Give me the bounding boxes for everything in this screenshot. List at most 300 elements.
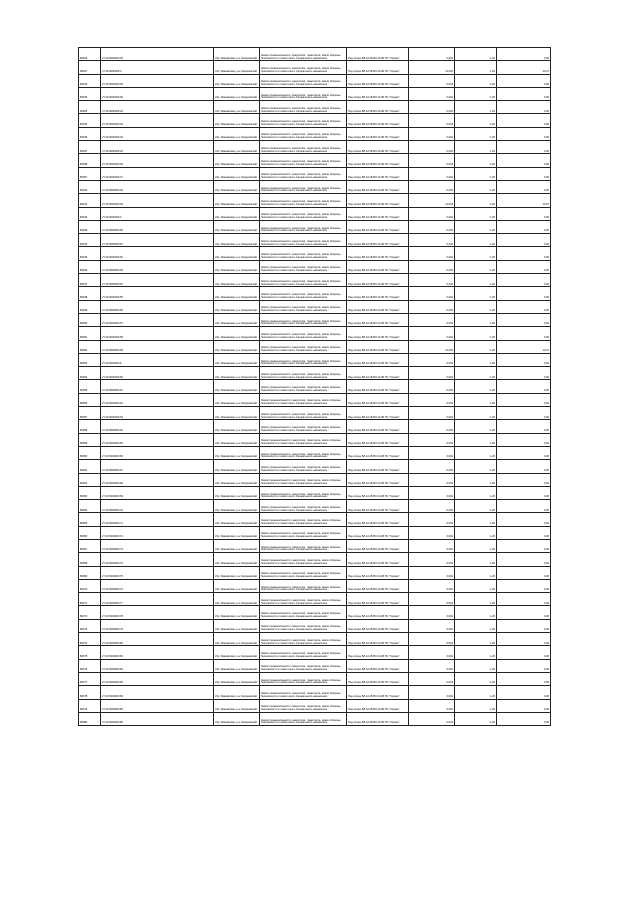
value-cell: 0,06	[497, 220, 551, 233]
table-row	[79, 101, 551, 114]
cadastral-number-cell: 27:10:0000000:42	[101, 101, 214, 114]
area-cell: 0,004	[409, 300, 455, 313]
location-cell: хбр. Ивановская, р-н Смирновский	[214, 300, 260, 313]
row-id-cell: 80072	[79, 606, 101, 619]
location-cell: хбр. Ивановская, р-н Смирновский	[214, 619, 260, 632]
location-cell: хбр. Ивановская, р-н Смирновский	[214, 393, 260, 406]
location-cell: хбр. Ивановская, р-н Смирновский	[214, 194, 260, 207]
land-category-cell: Земли промышленности, энергетики, транспорта, земли обороны, безопасности и земли иного специального назначения	[260, 61, 347, 74]
table-row	[79, 127, 551, 140]
permitted-use-cell: Под опоры ВЛ-10 кВ ВЛ-10 кВ ПС "Горная"	[347, 606, 409, 619]
row-id-cell: 80054	[79, 367, 101, 380]
cadastral-number-cell: 27:10:0000000:77	[101, 593, 214, 606]
value-cell: 0,06	[497, 287, 551, 300]
land-category-cell: Земли промышленности, энергетики, транспорта, земли обороны, безопасности и земли иного специального назначения	[260, 220, 347, 233]
table-row	[79, 220, 551, 233]
value-cell: 0,06	[497, 513, 551, 526]
row-id-cell: 80026	[79, 48, 101, 61]
table-row	[79, 539, 551, 552]
land-category-cell: Земли промышленности, энергетики, транспорта, земли обороны, безопасности и земли иного специального назначения	[260, 48, 347, 61]
row-id-cell: 80065	[79, 513, 101, 526]
cadastral-number-cell: 27:10:0000000:54	[101, 274, 214, 287]
cadastral-number-cell: 27:10:0000000:4	[101, 61, 214, 74]
table-row	[79, 420, 551, 433]
cadastral-number-cell: 27:10:0000000:69	[101, 486, 214, 499]
land-category-cell: Земли промышленности, энергетики, транспорта, земли обороны, безопасности и земли иного специального назначения	[260, 633, 347, 646]
land-category-cell: Земли промышленности, энергетики, транспорта, земли обороны, безопасности и земли иного специального назначения	[260, 300, 347, 313]
land-category-cell: Земли промышленности, энергетики, транспорта, земли обороны, безопасности и земли иного специального назначения	[260, 101, 347, 114]
rate-cell: 1,20	[455, 686, 497, 699]
area-cell: 0,004	[409, 154, 455, 167]
area-cell: 0,004	[409, 367, 455, 380]
permitted-use-cell: Под опоры ВЛ-10 кВ ВЛ-10 кВ ПС "Горная"	[347, 513, 409, 526]
rate-cell: 1,20	[455, 234, 497, 247]
value-cell: 0,06	[497, 473, 551, 486]
location-cell: хбр. Ивановская, р-н Смирновский	[214, 446, 260, 459]
cadastral-number-cell: 27:10:0000000:40	[101, 141, 214, 154]
cadastral-number-cell: 27:10:0000000:60	[101, 367, 214, 380]
rate-cell: 1,20	[455, 539, 497, 552]
location-cell: хбр. Ивановская, р-н Смирновский	[214, 87, 260, 100]
value-cell: 0,06	[497, 313, 551, 326]
table-row	[79, 167, 551, 180]
table-row	[79, 606, 551, 619]
area-cell: 11,004	[409, 61, 455, 74]
rate-cell: 1,20	[455, 194, 497, 207]
rate-cell: 1,20	[455, 486, 497, 499]
row-id-cell: 80048	[79, 287, 101, 300]
area-cell: 0,004	[409, 327, 455, 340]
table-row	[79, 579, 551, 592]
row-id-cell: 80007	[79, 167, 101, 180]
row-id-cell: 80068	[79, 553, 101, 566]
location-cell: хбр. Ивановская, р-н Смирновский	[214, 686, 260, 699]
area-cell: 0,004	[409, 48, 455, 61]
cadastral-number-cell: 27:10:0000000:67	[101, 460, 214, 473]
rate-cell: 1,20	[455, 247, 497, 260]
value-cell: 0,06	[497, 433, 551, 446]
value-cell: 0,06	[497, 367, 551, 380]
area-cell: 0,004	[409, 539, 455, 552]
permitted-use-cell: Под опоры ВЛ-10 кВ ВЛ-10 кВ ПС "Горная"	[347, 672, 409, 685]
rate-cell: 1,20	[455, 473, 497, 486]
permitted-use-cell: Под опоры ВЛ-10 кВ ВЛ-10 кВ ПС "Горная"	[347, 500, 409, 513]
row-id-cell: 80039	[79, 127, 101, 140]
permitted-use-cell: Под опоры ВЛ-10 кВ ВЛ-10 кВ ПС "Горная"	[347, 433, 409, 446]
table-row	[79, 686, 551, 699]
rate-cell: 1,20	[455, 260, 497, 273]
value-cell: 0,06	[497, 141, 551, 154]
rate-cell: 1,20	[455, 287, 497, 300]
permitted-use-cell: Под опоры ВЛ-10 кВ ВЛ-10 кВ ПС "Горная"	[347, 194, 409, 207]
permitted-use-cell: Под опоры ВЛ-10 кВ ВЛ-10 кВ ПС "Горная"	[347, 154, 409, 167]
table-row	[79, 340, 551, 353]
value-cell: 0,06	[497, 74, 551, 87]
land-category-cell: Земли промышленности, энергетики, транспорта, земли обороны, безопасности и земли иного специального назначения	[260, 539, 347, 552]
area-cell: 0,004	[409, 553, 455, 566]
rate-cell: 1,20	[455, 712, 497, 725]
value-cell: 0,06	[497, 460, 551, 473]
table-row	[79, 260, 551, 273]
rate-cell: 1,20	[455, 526, 497, 539]
table-row	[79, 300, 551, 313]
area-cell: 0,004	[409, 526, 455, 539]
value-cell: 0,06	[497, 672, 551, 685]
value-cell: 0,06	[497, 300, 551, 313]
land-category-cell: Земли промышленности, энергетики, транспорта, земли обороны, безопасности и земли иного специального назначения	[260, 313, 347, 326]
value-cell: 0,06	[497, 686, 551, 699]
cadastral-number-cell: 27:10:0000000:50	[101, 220, 214, 233]
value-cell: 0,06	[497, 180, 551, 193]
cadastral-number-cell: 27:10:0000000:78	[101, 606, 214, 619]
land-category-cell: Земли промышленности, энергетики, транспорта, земли обороны, безопасности и земли иного специального назначения	[260, 127, 347, 140]
row-id-cell: 80044	[79, 234, 101, 247]
rate-cell: 1,20	[455, 101, 497, 114]
row-id-cell: 80064	[79, 500, 101, 513]
row-id-cell: 80080	[79, 712, 101, 725]
value-cell: 0,06	[497, 234, 551, 247]
value-cell: 0,06	[497, 260, 551, 273]
cadastral-number-cell: 27:10:0000000:56	[101, 300, 214, 313]
location-cell: хбр. Ивановская, р-н Смирновский	[214, 287, 260, 300]
location-cell: хбр. Ивановская, р-н Смирновский	[214, 553, 260, 566]
table-row	[79, 712, 551, 725]
cadastral-number-cell: 27:10:0000000:85	[101, 699, 214, 712]
table-row	[79, 593, 551, 606]
value-cell: 0,06	[497, 633, 551, 646]
land-plots-table	[78, 47, 551, 726]
rate-cell: 1,20	[455, 500, 497, 513]
rate-cell: 1,20	[455, 566, 497, 579]
rate-cell: 1,20	[455, 446, 497, 459]
location-cell: хбр. Ивановская, р-н Смирновский	[214, 154, 260, 167]
permitted-use-cell: Под опоры ВЛ-10 кВ ВЛ-10 кВ ПС "Горная"	[347, 353, 409, 366]
location-cell: хбр. Ивановская, р-н Смирновский	[214, 699, 260, 712]
permitted-use-cell: Под опоры ВЛ-10 кВ ВЛ-10 кВ ПС "Горная"	[347, 247, 409, 260]
land-category-cell: Земли промышленности, энергетики, транспорта, земли обороны, безопасности и земли иного специального назначения	[260, 473, 347, 486]
row-id-cell: 80037	[79, 141, 101, 154]
permitted-use-cell: Под опоры ВЛ-10 кВ ВЛ-10 кВ ПС "Горная"	[347, 340, 409, 353]
permitted-use-cell: Под опоры ВЛ-10 кВ ВЛ-10 кВ ПС "Горная"	[347, 473, 409, 486]
land-category-cell: Земли промышленности, энергетики, транспорта, земли обороны, безопасности и земли иного специального назначения	[260, 606, 347, 619]
cadastral-number-cell: 27:10:0000000:72	[101, 526, 214, 539]
location-cell: хбр. Ивановская, р-н Смирновский	[214, 539, 260, 552]
location-cell: хбр. Ивановская, р-н Смирновский	[214, 486, 260, 499]
cadastral-number-cell: 27:10:0000000:6	[101, 353, 214, 366]
location-cell: хбр. Ивановская, р-н Смирновский	[214, 74, 260, 87]
rate-cell: 1,20	[455, 207, 497, 220]
value-cell: 0,06	[497, 526, 551, 539]
cadastral-number-cell: 27:10:0000000:58	[101, 327, 214, 340]
permitted-use-cell: Под опоры ВЛ-10 кВ ВЛ-10 кВ ПС "Горная"	[347, 712, 409, 725]
row-id-cell: 80067	[79, 539, 101, 552]
cadastral-number-cell: 27:10:0000000:73	[101, 539, 214, 552]
area-cell: 0,004	[409, 74, 455, 87]
cadastral-number-cell: 27:10:0000000:53	[101, 260, 214, 273]
rate-cell: 1,20	[455, 619, 497, 632]
cadastral-number-cell: 27:10:0000000:42	[101, 114, 214, 127]
value-cell: 0,06	[497, 566, 551, 579]
table-row	[79, 274, 551, 287]
land-category-cell: Земли промышленности, энергетики, транспорта, земли обороны, безопасности и земли иного специального назначения	[260, 672, 347, 685]
row-id-cell: 80036	[79, 114, 101, 127]
permitted-use-cell: Под опоры ВЛ-10 кВ ВЛ-10 кВ ПС "Горная"	[347, 114, 409, 127]
value-cell: 0,06	[497, 114, 551, 127]
area-cell: 0,004	[409, 287, 455, 300]
area-cell: 0,004	[409, 87, 455, 100]
value-cell: 0,06	[497, 619, 551, 632]
area-cell: 0,004	[409, 513, 455, 526]
value-cell: 0,06	[497, 207, 551, 220]
cadastral-number-cell: 27:10:0000000:40	[101, 154, 214, 167]
value-cell: 0,06	[497, 579, 551, 592]
rate-cell: 1,20	[455, 367, 497, 380]
row-id-cell: 80057	[79, 407, 101, 420]
rate-cell: 1,20	[455, 340, 497, 353]
row-id-cell: 80052	[79, 340, 101, 353]
permitted-use-cell: Под опоры ВЛ-10 кВ ВЛ-10 кВ ПС "Горная"	[347, 553, 409, 566]
rate-cell: 1,20	[455, 87, 497, 100]
value-cell: 0,06	[497, 486, 551, 499]
land-category-cell: Земли промышленности, энергетики, транспорта, земли обороны, безопасности и земли иного специального назначения	[260, 114, 347, 127]
cadastral-number-cell: 27:10:0000000:46	[101, 127, 214, 140]
row-id-cell: 80053	[79, 353, 101, 366]
cadastral-number-cell: 27:10:0000000:70	[101, 500, 214, 513]
cadastral-number-cell: 27:10:0000000:00	[101, 48, 214, 61]
row-id-cell: 80073	[79, 619, 101, 632]
permitted-use-cell: Под опоры ВЛ-10 кВ ВЛ-10 кВ ПС "Горная"	[347, 313, 409, 326]
cadastral-number-cell: 27:10:0000000:79	[101, 619, 214, 632]
permitted-use-cell: Под опоры ВЛ-10 кВ ВЛ-10 кВ ПС "Горная"	[347, 699, 409, 712]
permitted-use-cell: Под опоры ВЛ-10 кВ ВЛ-10 кВ ПС "Горная"	[347, 327, 409, 340]
permitted-use-cell: Под опоры ВЛ-10 кВ ВЛ-10 кВ ПС "Горная"	[347, 460, 409, 473]
rate-cell: 1,20	[455, 393, 497, 406]
rate-cell: 1,20	[455, 167, 497, 180]
land-category-cell: Земли промышленности, энергетики, транспорта, земли обороны, безопасности и земли иного специального назначения	[260, 380, 347, 393]
area-cell: 0,004	[409, 712, 455, 725]
location-cell: хбр. Ивановская, р-н Смирновский	[214, 114, 260, 127]
location-cell: хбр. Ивановская, р-н Смирновский	[214, 672, 260, 685]
area-cell: 0,004	[409, 407, 455, 420]
value-cell: 0,06	[497, 553, 551, 566]
cadastral-number-cell: 27:10:0000000:61	[101, 380, 214, 393]
cadastral-number-cell: 27:10:0000000:63	[101, 407, 214, 420]
rate-cell: 1,20	[455, 274, 497, 287]
location-cell: хбр. Ивановская, р-н Смирновский	[214, 579, 260, 592]
cadastral-number-cell: 27:10:0000000:55	[101, 287, 214, 300]
area-cell: 0,004	[409, 446, 455, 459]
land-category-cell: Земли промышленности, энергетики, транспорта, земли обороны, безопасности и земли иного специального назначения	[260, 340, 347, 353]
row-id-cell: 80076	[79, 659, 101, 672]
cadastral-number-cell: 27:10:0000000:82	[101, 659, 214, 672]
permitted-use-cell: Под опоры ВЛ-10 кВ ВЛ-10 кВ ПС "Горная"	[347, 48, 409, 61]
value-cell: 0,06	[497, 606, 551, 619]
row-id-cell: 80035	[79, 87, 101, 100]
rate-cell: 1,20	[455, 74, 497, 87]
value-cell: 13,07	[497, 194, 551, 207]
location-cell: хбр. Ивановская, р-н Смирновский	[214, 513, 260, 526]
rate-cell: 1,20	[455, 659, 497, 672]
table-row	[79, 699, 551, 712]
value-cell: 0,06	[497, 48, 551, 61]
area-cell: 0,004	[409, 167, 455, 180]
location-cell: хбр. Ивановская, р-н Смирновский	[214, 526, 260, 539]
cadastral-number-cell: 27:10:0000000:49	[101, 194, 214, 207]
rate-cell: 1,20	[455, 606, 497, 619]
location-cell: хбр. Ивановская, р-н Смирновский	[214, 473, 260, 486]
area-cell: 0,004	[409, 180, 455, 193]
permitted-use-cell: Под опоры ВЛ-10 кВ ВЛ-10 кВ ПС "Горная"	[347, 101, 409, 114]
permitted-use-cell: Под опоры ВЛ-10 кВ ВЛ-10 кВ ПС "Горная"	[347, 61, 409, 74]
land-category-cell: Земли промышленности, энергетики, транспорта, земли обороны, безопасности и земли иного специального назначения	[260, 433, 347, 446]
land-category-cell: Земли промышленности, энергетики, транспорта, земли обороны, безопасности и земли иного специального назначения	[260, 167, 347, 180]
rate-cell: 1,20	[455, 579, 497, 592]
permitted-use-cell: Под опоры ВЛ-10 кВ ВЛ-10 кВ ПС "Горная"	[347, 659, 409, 672]
row-id-cell: 80004	[79, 101, 101, 114]
cadastral-number-cell: 27:10:0000000:75	[101, 566, 214, 579]
table-row	[79, 486, 551, 499]
value-cell: 0,06	[497, 699, 551, 712]
table-row	[79, 48, 551, 61]
row-id-cell: 80070	[79, 579, 101, 592]
permitted-use-cell: Под опоры ВЛ-10 кВ ВЛ-10 кВ ПС "Горная"	[347, 619, 409, 632]
land-category-cell: Земли промышленности, энергетики, транспорта, земли обороны, безопасности и земли иного специального назначения	[260, 420, 347, 433]
cadastral-number-cell: 27:10:0000000:80	[101, 633, 214, 646]
rate-cell: 1,20	[455, 513, 497, 526]
value-cell: 0,06	[497, 127, 551, 140]
area-cell: 0,004	[409, 579, 455, 592]
land-category-cell: Земли промышленности, энергетики, транспорта, земли обороны, безопасности и земли иного специального назначения	[260, 194, 347, 207]
rate-cell: 1,20	[455, 61, 497, 74]
location-cell: хбр. Ивановская, р-н Смирновский	[214, 566, 260, 579]
row-id-cell: 80079	[79, 699, 101, 712]
land-category-cell: Земли промышленности, энергетики, транспорта, земли обороны, безопасности и земли иного специального назначения	[260, 207, 347, 220]
value-cell: 0,06	[497, 101, 551, 114]
rate-cell: 1,20	[455, 407, 497, 420]
row-id-cell: 80045	[79, 220, 101, 233]
cadastral-number-cell: 27:10:0000000:81	[101, 646, 214, 659]
area-cell: 0,004	[409, 433, 455, 446]
area-cell: 0,004	[409, 247, 455, 260]
row-id-cell: 80056	[79, 393, 101, 406]
table-row	[79, 87, 551, 100]
area-cell: 0,004	[409, 380, 455, 393]
land-category-cell: Земли промышленности, энергетики, транспорта, земли обороны, безопасности и земли иного специального назначения	[260, 154, 347, 167]
row-id-cell: 80045	[79, 247, 101, 260]
cadastral-number-cell: 27:10:0000000:64	[101, 420, 214, 433]
table-row	[79, 646, 551, 659]
permitted-use-cell: Под опоры ВЛ-10 кВ ВЛ-10 кВ ПС "Горная"	[347, 633, 409, 646]
value-cell: 0,06	[497, 393, 551, 406]
rate-cell: 1,20	[455, 141, 497, 154]
cadastral-number-cell: 27:10:0000000:74	[101, 553, 214, 566]
location-cell: хбр. Ивановская, р-н Смирновский	[214, 207, 260, 220]
value-cell: 0,06	[497, 539, 551, 552]
location-cell: хбр. Ивановская, р-н Смирновский	[214, 460, 260, 473]
area-cell: 0,004	[409, 686, 455, 699]
rate-cell: 1,20	[455, 380, 497, 393]
row-id-cell: 80046	[79, 260, 101, 273]
table-row	[79, 659, 551, 672]
rate-cell: 1,20	[455, 460, 497, 473]
area-cell: 0,004	[409, 127, 455, 140]
area-cell: 0,004	[409, 420, 455, 433]
row-id-cell: 80063	[79, 486, 101, 499]
table-row	[79, 526, 551, 539]
permitted-use-cell: Под опоры ВЛ-10 кВ ВЛ-10 кВ ПС "Горная"	[347, 167, 409, 180]
rate-cell: 1,20	[455, 420, 497, 433]
permitted-use-cell: Под опоры ВЛ-10 кВ ВЛ-10 кВ ПС "Горная"	[347, 74, 409, 87]
table-row	[79, 61, 551, 74]
area-cell: 0,004	[409, 566, 455, 579]
row-id-cell: 80061	[79, 460, 101, 473]
land-category-cell: Земли промышленности, энергетики, транспорта, земли обороны, безопасности и земли иного специального назначения	[260, 327, 347, 340]
area-cell: 0,004	[409, 114, 455, 127]
cadastral-number-cell: 27:10:0000000:68	[101, 473, 214, 486]
land-category-cell: Земли промышленности, энергетики, транспорта, земли обороны, безопасности и земли иного специального назначения	[260, 393, 347, 406]
table-row	[79, 380, 551, 393]
location-cell: хбр. Ивановская, р-н Смирновский	[214, 407, 260, 420]
location-cell: хбр. Ивановская, р-н Смирновский	[214, 433, 260, 446]
area-cell: 0,004	[409, 606, 455, 619]
permitted-use-cell: Под опоры ВЛ-10 кВ ВЛ-10 кВ ПС "Горная"	[347, 380, 409, 393]
cadastral-number-cell: 27:10:0000000:00	[101, 74, 214, 87]
row-id-cell: 80027	[79, 61, 101, 74]
permitted-use-cell: Под опоры ВЛ-10 кВ ВЛ-10 кВ ПС "Горная"	[347, 141, 409, 154]
cadastral-number-cell: 27:10:0000000:84	[101, 686, 214, 699]
row-id-cell: 80060	[79, 446, 101, 459]
land-category-cell: Земли промышленности, энергетики, транспорта, земли обороны, безопасности и земли иного специального назначения	[260, 712, 347, 725]
row-id-cell: 80038	[79, 154, 101, 167]
table-row	[79, 500, 551, 513]
permitted-use-cell: Под опоры ВЛ-10 кВ ВЛ-10 кВ ПС "Горная"	[347, 234, 409, 247]
value-cell: 0,06	[497, 500, 551, 513]
table-row	[79, 327, 551, 340]
row-id-cell: 80049	[79, 300, 101, 313]
location-cell: хбр. Ивановская, р-н Смирновский	[214, 340, 260, 353]
row-id-cell: 80071	[79, 593, 101, 606]
table-row	[79, 234, 551, 247]
table-row	[79, 154, 551, 167]
table-row	[79, 141, 551, 154]
location-cell: хбр. Ивановская, р-н Смирновский	[214, 659, 260, 672]
rate-cell: 1,20	[455, 593, 497, 606]
location-cell: хбр. Ивановская, р-н Смирновский	[214, 61, 260, 74]
permitted-use-cell: Под опоры ВЛ-10 кВ ВЛ-10 кВ ПС "Горная"	[347, 393, 409, 406]
rate-cell: 1,20	[455, 553, 497, 566]
row-id-cell: 80069	[79, 566, 101, 579]
land-category-cell: Земли промышленности, энергетики, транспорта, земли обороны, безопасности и земли иного специального назначения	[260, 553, 347, 566]
land-category-cell: Земли промышленности, энергетики, транспорта, земли обороны, безопасности и земли иного специального назначения	[260, 274, 347, 287]
value-cell: 0,06	[497, 380, 551, 393]
location-cell: хбр. Ивановская, р-н Смирновский	[214, 101, 260, 114]
value-cell: 13,07	[497, 61, 551, 74]
land-category-cell: Земли промышленности, энергетики, транспорта, земли обороны, безопасности и земли иного специального назначения	[260, 646, 347, 659]
row-id-cell: 80075	[79, 646, 101, 659]
table-row	[79, 566, 551, 579]
table-body	[79, 48, 551, 726]
cadastral-number-cell: 27:10:0000000:86	[101, 712, 214, 725]
location-cell: хбр. Ивановская, р-н Смирновский	[214, 606, 260, 619]
location-cell: хбр. Ивановская, р-н Смирновский	[214, 48, 260, 61]
value-cell: 0,06	[497, 712, 551, 725]
cadastral-number-cell: 27:10:0000000:76	[101, 579, 214, 592]
row-id-cell: 80058	[79, 420, 101, 433]
value-cell: 0,06	[497, 274, 551, 287]
land-category-cell: Земли промышленности, энергетики, транспорта, земли обороны, безопасности и земли иного специального назначения	[260, 353, 347, 366]
land-category-cell: Земли промышленности, энергетики, транспорта, земли обороны, безопасности и земли иного специального назначения	[260, 460, 347, 473]
land-category-cell: Земли промышленности, энергетики, транспорта, земли обороны, безопасности и земли иного специального назначения	[260, 407, 347, 420]
